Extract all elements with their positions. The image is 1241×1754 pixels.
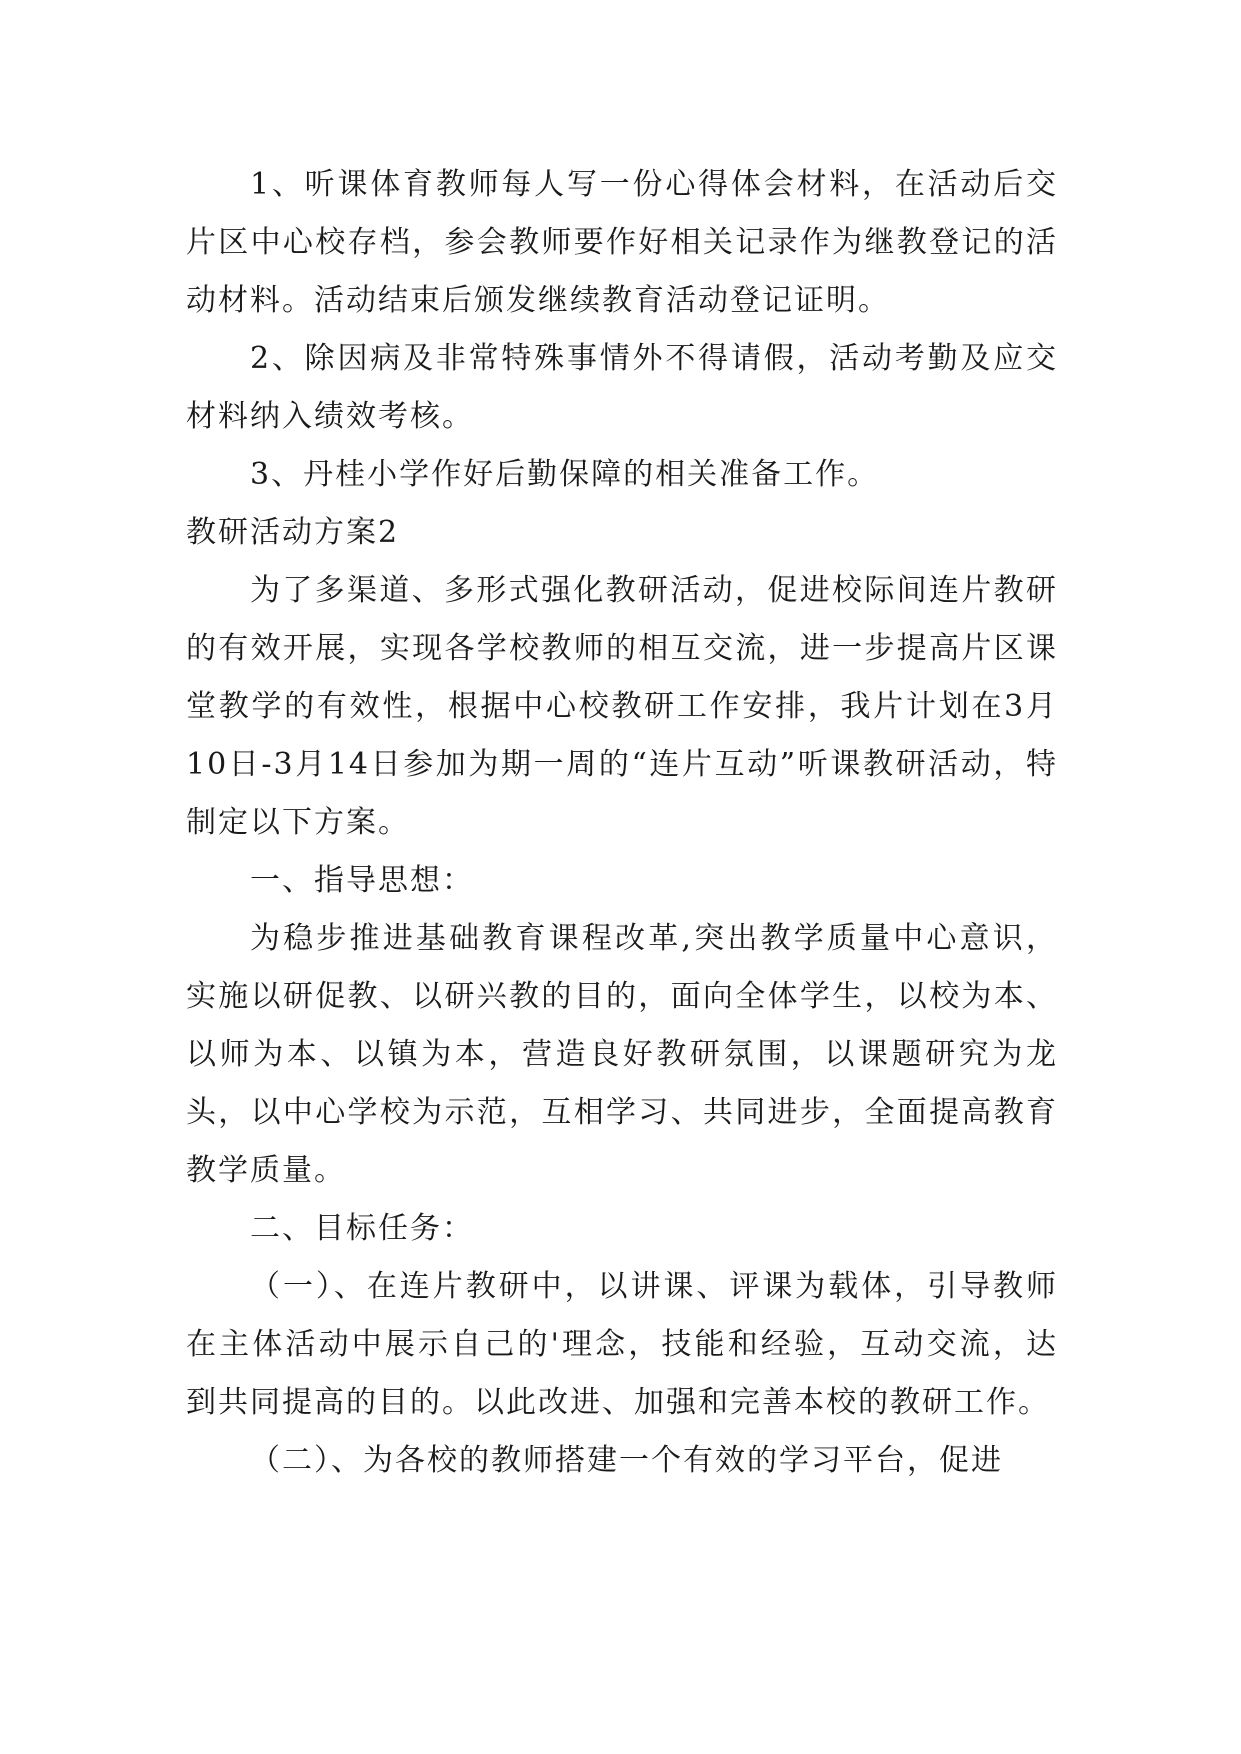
goal-paragraph-2: （二）、为各校的教师搭建一个有效的学习平台，促进 bbox=[250, 1443, 1003, 1478]
goal-paragraph-1: （一）、在连片教研中，以讲课、评课为载体，引导教师在主体活动中展示自己的'理念，技能和经验，互动交流，达到共同提高的目的。以此改进、加强和完善本校的教研工作。 bbox=[186, 1269, 1058, 1420]
section-heading: 教研活动方案2 bbox=[186, 515, 400, 550]
subheading-goals: 二、目标任务： bbox=[250, 1211, 474, 1246]
intro-paragraph: 为了多渠道、多形式强化教研活动，促进校际间连片教研的有效开展，实现各学校教师的相互交流，进一步提高片区课堂教学的有效性，根据中心校教研工作安排，我片计划在3月10日-3月14日参加为期一周的“连片互动”听课教研活动，特制定以下方案。 bbox=[186, 573, 1058, 840]
document-body bbox=[186, 156, 1058, 1490]
guiding-ideology-paragraph: 为稳步推进基础教育课程改革,突出教学质量中心意识，实施以研促教、以研兴教的目的，面向全体学生，以校为本、以师为本、以镇为本，营造良好教研氛围，以课题研究为龙头，以中心学校为示范，互相学习、共同进步，全面提高教育教学质量。 bbox=[186, 921, 1058, 1188]
paragraph-item-3: 3、丹桂小学作好后勤保障的相关准备工作。 bbox=[250, 457, 880, 492]
subheading-guiding-ideology: 一、指导思想： bbox=[250, 863, 474, 898]
paragraph-item-1: 1、听课体育教师每人写一份心得体会材料，在活动后交片区中心校存档，参会教师要作好相关记录作为继教登记的活动材料。活动结束后颁发继续教育活动登记证明。 bbox=[186, 167, 1058, 318]
paragraph-item-2: 2、除因病及非常特殊事情外不得请假，活动考勤及应交材料纳入绩效考核。 bbox=[186, 341, 1058, 434]
